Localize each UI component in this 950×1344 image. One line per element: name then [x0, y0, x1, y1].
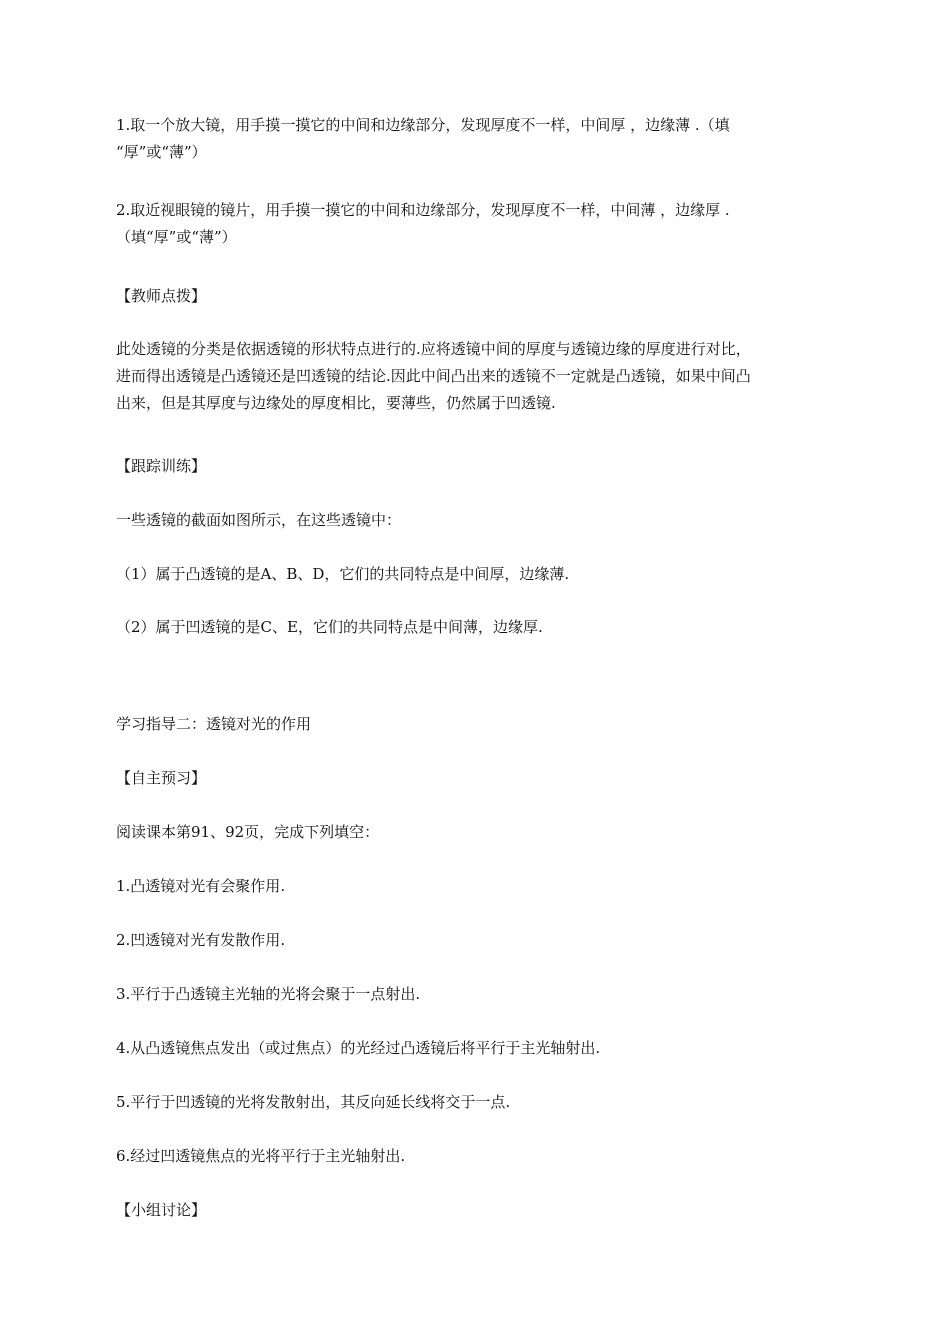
question-1 [116, 112, 836, 166]
question-2 [116, 197, 836, 251]
group-discussion-heading: 【小组讨论】 [116, 1201, 207, 1219]
reading-instruction [116, 819, 836, 846]
teacher-tips-line-3: 出来，但是其厚度与边缘处的厚度相比，要薄些，仍然属于凹透镜. [116, 394, 556, 412]
fill-item-3 [116, 981, 836, 1008]
guide-two-title [116, 711, 836, 738]
fill-item-5-text: 5.平行于凹透镜的光将发散射出，其反向延长线将交于一点. [116, 1093, 511, 1111]
teacher-tips-line-1: 此处透镜的分类是依据透镜的形状特点进行的.应将透镜中间的厚度与透镜边缘的厚度进行对比， [116, 340, 751, 358]
section-heading-follow-up [116, 453, 836, 480]
fill-item-2-text: 2.凹透镜对光有发散作用. [116, 931, 286, 949]
section-heading-group-discussion [116, 1197, 836, 1224]
self-study-heading: 【自主预习】 [116, 769, 207, 787]
follow-up-heading: 【跟踪训练】 [116, 457, 207, 475]
follow-up-intro-text: 一些透镜的截面如图所示，在这些透镜中： [116, 511, 402, 529]
fill-item-3-text: 3.平行于凸透镜主光轴的光将会聚于一点射出. [116, 985, 421, 1003]
reading-instruction-text: 阅读课本第91、92页，完成下列填空： [116, 823, 380, 841]
section-heading-teacher-tips [116, 283, 836, 310]
follow-up-item-1-text: （1）属于凸透镜的是A、B、D，它们的共同特点是中间厚，边缘薄. [116, 565, 570, 583]
fill-item-6 [116, 1143, 836, 1170]
follow-up-item-2-text: （2）属于凹透镜的是C、E，它们的共同特点是中间薄，边缘厚. [116, 618, 543, 636]
question-1-line-2: “厚”或“薄”） [116, 143, 207, 161]
fill-item-1-text: 1.凸透镜对光有会聚作用. [116, 877, 286, 895]
fill-item-6-text: 6.经过凹透镜焦点的光将平行于主光轴射出. [116, 1147, 406, 1165]
follow-up-item-2 [116, 614, 836, 641]
fill-item-5 [116, 1089, 836, 1116]
teacher-tips-paragraph [116, 336, 836, 417]
fill-item-4-text: 4.从凸透镜焦点发出（或过焦点）的光经过凸透镜后将平行于主光轴射出. [116, 1039, 601, 1057]
fill-item-2 [116, 927, 836, 954]
question-1-line-1: 1.取一个放大镜，用手摸一摸它的中间和边缘部分，发现厚度不一样，中间厚 ，边缘薄 .（填 [116, 116, 730, 134]
question-2-line-2: （填“厚”或“薄”） [116, 228, 237, 246]
question-2-line-1: 2.取近视眼镜的镜片，用手摸一摸它的中间和边缘部分，发现厚度不一样，中间薄 ，边缘厚 . [116, 201, 730, 219]
section-heading-self-study [116, 765, 836, 792]
fill-item-4 [116, 1035, 836, 1062]
teacher-tips-heading: 【教师点拨】 [116, 287, 207, 305]
teacher-tips-line-2: 进而得出透镜是凸透镜还是凹透镜的结论.因此中间凸出来的透镜不一定就是凸透镜，如果中间凸 [116, 367, 751, 385]
follow-up-intro [116, 507, 836, 534]
fill-item-1 [116, 873, 836, 900]
follow-up-item-1 [116, 561, 836, 588]
guide-two-title-text: 学习指导二：透镜对光的作用 [116, 715, 312, 733]
